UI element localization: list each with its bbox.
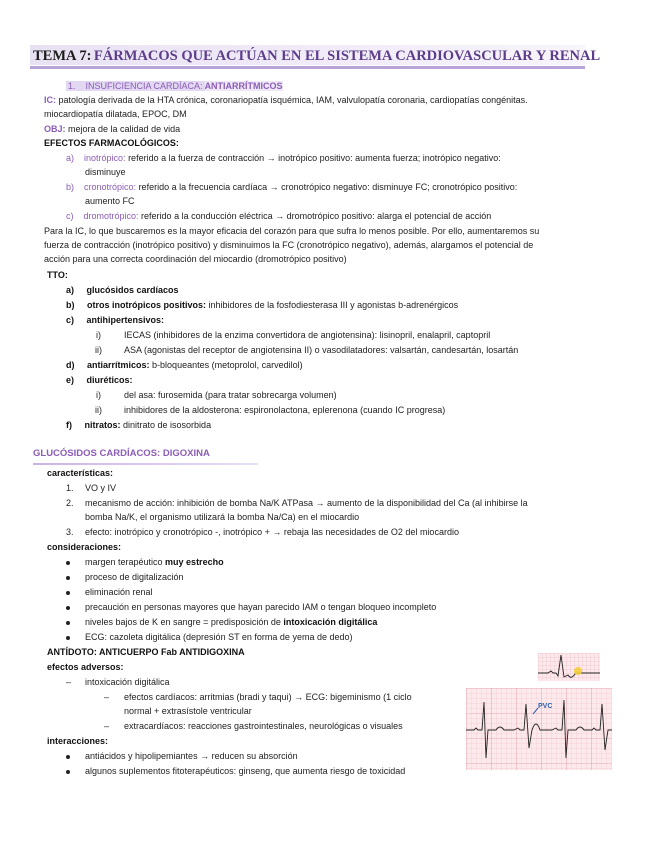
consid-3: eliminación renal bbox=[85, 587, 153, 597]
efecto-a-cont: disminuye bbox=[85, 167, 126, 177]
tto-c: c) antihipertensivos: bbox=[66, 315, 165, 325]
caract-2: mecanismo de acción: inhibición de bomba Na/K ATPasa → aumento de la disponibilidad del Ca (al inhibirse la bbox=[85, 498, 528, 508]
section2-underline bbox=[33, 463, 258, 465]
efecto-b: b) cronotrópico: referido a la frecuencia cardíaca → cronotrópico negativo: disminuye FC; cronotrópico positivo: bbox=[66, 182, 518, 192]
caract-3: efecto: inotrópico y cronotrópico -, inotrópico + → rebaja las necesidades de O2 del miocardio bbox=[85, 527, 459, 537]
ic-line2: miocardiopatía dilatada, EPOC, DM bbox=[44, 109, 187, 119]
adv-dash-2: – bbox=[104, 692, 110, 702]
bullet bbox=[66, 606, 70, 610]
consid-2: proceso de digitalización bbox=[85, 572, 184, 582]
antidoto: ANTÍDOTO: ANTICUERPO Fab ANTIDIGOXINA bbox=[47, 647, 245, 657]
tto-d: d) antiarrítmicos: b-bloqueantes (metoprolol, carvedilol) bbox=[66, 360, 303, 370]
adv-extra: extracardíacos: reacciones gastrointestinales, neurológicas o visuales bbox=[124, 721, 403, 731]
tto-a: a) glucósidos cardíacos bbox=[66, 285, 179, 295]
consid-1: margen terapéutico muy estrecho bbox=[85, 557, 224, 567]
consid-5: niveles bajos de K en sangre = predisposición de intoxicación digitálica bbox=[85, 617, 378, 627]
caract-title: características: bbox=[47, 468, 114, 478]
caract-1-num: 1. bbox=[66, 483, 74, 493]
section1-heading: 1. INSUFICIENCIA CARDÍACA: ANTIARRÍTMICOS bbox=[68, 81, 283, 91]
inter-1: antiácidos y hipolipemiantes → reducen su absorción bbox=[85, 751, 298, 761]
adv-intox: intoxicación digitálica bbox=[85, 677, 170, 687]
efectos-title: EFECTOS FARMACOLÓGICOS: bbox=[44, 138, 179, 148]
tto-c-i: i) bbox=[96, 330, 101, 340]
page-title bbox=[33, 47, 600, 66]
tto-c-ii-text: ASA (agonistas del receptor de angiotensina II) o vasodilatadores: valsartán, candesartán, losartán bbox=[124, 345, 519, 355]
adv-card-2: normal + extrasístole ventricular bbox=[124, 706, 252, 716]
title-tema: TEMA 7: bbox=[33, 48, 92, 64]
bullet bbox=[66, 636, 70, 640]
adv-dash: – bbox=[66, 677, 72, 687]
consid-6: ECG: cazoleta digitálica (depresión ST en forma de yema de dedo) bbox=[85, 632, 353, 642]
tto-b: b) otros inotrópicos positivos: inhibidores de la fosfodiesterasa III y agonistas b-adrenérgicos bbox=[66, 300, 459, 310]
ecg-pvc-image bbox=[466, 688, 612, 770]
bullet bbox=[66, 591, 70, 595]
caract-2-num: 2. bbox=[66, 498, 74, 508]
tto-e-i-text: del asa: furosemida (para tratar sobrecarga volumen) bbox=[124, 390, 337, 400]
tto-title: TTO: bbox=[47, 270, 68, 280]
consid-title: consideraciones: bbox=[47, 542, 122, 552]
tto-c-ii: ii) bbox=[95, 345, 102, 355]
inter-title: interacciones: bbox=[47, 736, 109, 746]
bullet bbox=[66, 561, 70, 565]
ic-line: IC: patología derivada de la HTA crónica, coronariopatía isquémica, IAM, valvulopatía coronaria, cardiopatías congénitas. bbox=[44, 95, 528, 105]
caract-3-num: 3. bbox=[66, 527, 74, 537]
section2-heading: GLUCÓSIDOS CARDÍACOS: DIGOXINA bbox=[33, 448, 210, 459]
adv-card-1: efectos cardíacos: arritmias (bradi y taqui) → ECG: bigeminismo (1 ciclo bbox=[124, 692, 412, 702]
caract-2-cont: bomba Na/K, el organismo utilizará la bomba Na/Ca) en el miocardio bbox=[85, 512, 360, 522]
tto-e: e) diuréticos: bbox=[66, 375, 133, 385]
tto-e-i: i) bbox=[96, 390, 101, 400]
title-text: FÁRMACOS QUE ACTÚAN EN EL SISTEMA CARDIOVASCULAR Y RENAL bbox=[93, 48, 601, 64]
caract-1: VO y IV bbox=[85, 483, 117, 493]
adv-dash-3: – bbox=[104, 721, 110, 731]
para-line-2: fuerza de contracción (inotrópico positivo) y disminuimos la FC (cronotrópico negativo), además, alargamos el potencial de bbox=[44, 240, 534, 250]
bullet bbox=[66, 621, 70, 625]
tto-e-ii: ii) bbox=[95, 405, 102, 415]
bullet bbox=[66, 755, 70, 759]
pvc-label: PVC bbox=[538, 703, 553, 710]
tto-f: f) nitratos: dinitrato de isosorbida bbox=[66, 420, 212, 430]
inter-2: algunos suplementos fitoterapéuticos: ginseng, que aumenta riesgo de toxicidad bbox=[85, 766, 406, 776]
tto-c-i-text: IECAS (inhibidores de la enzima convertidora de angiotensina): lisinopril, enalapril, captopril bbox=[124, 330, 491, 340]
para-line-3: acción para una correcta coordinación del miocardio (dromotrópico positivo) bbox=[44, 254, 347, 264]
efecto-b-cont: aumento FC bbox=[85, 196, 135, 206]
bullet bbox=[66, 770, 70, 774]
bullet bbox=[66, 576, 70, 580]
title-underline bbox=[30, 66, 585, 69]
consid-4: precaución en personas mayores que hayan parecido IAM o tengan bloqueo incompleto bbox=[85, 602, 437, 612]
obj-line: OBJ: mejora de la calidad de vida bbox=[44, 124, 181, 134]
adversos-title: efectos adversos: bbox=[47, 662, 124, 672]
tto-e-ii-text: inhibidores de la aldosterona: espironolactona, eplerenona (cuando IC progresa) bbox=[124, 405, 446, 415]
para-line-1: Para la IC, lo que buscaremos es la mayor eficacia del corazón para que sufra lo menos posible. Por ello, aumentaremos su bbox=[44, 226, 540, 236]
efecto-c: c) dromotrópico: referido a la conducción eléctrica → dromotrópico positivo: alarga el potencial de acción bbox=[66, 211, 492, 221]
ecg-digitalis-image bbox=[538, 653, 600, 681]
efecto-a: a) inotrópico: referido a la fuerza de contracción → inotrópico positivo: aumenta fuerza; inotrópico negativo: bbox=[66, 153, 501, 163]
